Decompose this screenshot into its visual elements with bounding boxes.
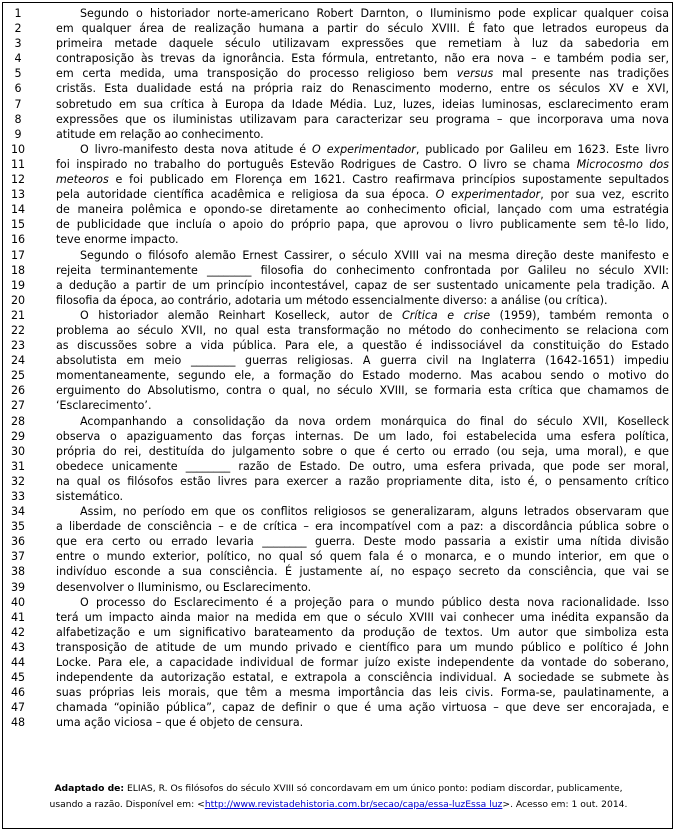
line-text: Acompanhando a consolidação da nova ordem monárquica do final do século XVII, Koselleck xyxy=(80,414,669,428)
text-line xyxy=(7,640,671,655)
line-number: 15 xyxy=(10,218,26,232)
text-line xyxy=(7,595,671,610)
text-line xyxy=(7,81,671,96)
document-frame xyxy=(2,2,673,829)
text-line xyxy=(7,625,671,640)
text-line xyxy=(7,172,671,187)
line-number: 43 xyxy=(10,640,26,654)
line-number: 35 xyxy=(10,520,26,534)
line-text: sistemático. xyxy=(56,490,124,503)
line-text: entre o mundo exterior, político, no qual só quem fala é o monarca, e o mundo interior, em que o xyxy=(56,550,669,564)
line-text: foi inspirado no trabalho do português Estevão Rodrigues de Castro. O livro se chama Microcosmo dos xyxy=(56,157,669,171)
line-number: 5 xyxy=(14,67,22,81)
text-line xyxy=(7,444,671,459)
line-text: transposição de atitude de um mundo privado e científico para um mundo público e político é John xyxy=(56,640,669,654)
line-text: atitude em relação ao conhecimento. xyxy=(56,127,264,141)
line-text: momentaneamente, segundo ele, a formação do Estado moderno. Mas acabou sendo o motivo do xyxy=(56,369,669,383)
line-text: uma ação viciosa – que é objeto de censura. xyxy=(56,716,304,730)
line-number: 22 xyxy=(10,323,26,337)
line-text: alfabetização e um significativo barateamento da produção de textos. Um autor que simboliza esta xyxy=(56,625,669,639)
line-number: 8 xyxy=(14,112,22,126)
line-number: 32 xyxy=(10,474,26,488)
line-text: Assim, no período em que os conflitos religiosos se generalizaram, alguns letrados observaram que xyxy=(80,505,669,519)
line-text: a liberdade de consciência – e de crítica – era incompatível com a paz: a discordância pública sobre o xyxy=(56,520,669,534)
line-number: 36 xyxy=(10,535,26,549)
text-line xyxy=(7,685,671,700)
text-line xyxy=(7,474,671,489)
line-text: obedece unicamente ________ razão de Estado. De outro, uma esfera privada, que pode ser moral, xyxy=(56,459,669,473)
line-text: Locke. Para ele, a capacidade individual de formar juízo existe independente da vontade do soberano, xyxy=(56,656,669,670)
line-number: 31 xyxy=(10,459,26,473)
text-line xyxy=(7,278,671,293)
line-text: Segundo o filósofo alemão Ernest Cassirer, o século XVIII vai na mesma direção deste manifesto e xyxy=(80,248,669,262)
text-line xyxy=(7,700,671,715)
text-line xyxy=(7,263,671,278)
line-number: 9 xyxy=(14,127,22,141)
text-line xyxy=(7,670,671,685)
line-number: 17 xyxy=(10,248,26,262)
text-line xyxy=(7,187,671,202)
line-number: 42 xyxy=(10,625,26,639)
text-line xyxy=(7,112,671,127)
text-line xyxy=(7,202,671,217)
text-line xyxy=(7,564,671,579)
text-line xyxy=(7,308,671,323)
line-number: 45 xyxy=(10,671,26,685)
line-number: 3 xyxy=(14,37,22,51)
line-number: 38 xyxy=(10,565,26,579)
line-number: 13 xyxy=(10,188,26,202)
line-number: 23 xyxy=(10,339,26,353)
text-line xyxy=(7,51,671,66)
text-line xyxy=(7,353,671,368)
line-number: 4 xyxy=(14,52,22,66)
line-number: 25 xyxy=(10,369,26,383)
line-text: cristãs. Esta dualidade está na própria raiz do Renascimento moderno, entre os séculos XV e XVI, xyxy=(56,82,669,96)
text-line xyxy=(7,323,671,338)
text-line xyxy=(7,157,671,172)
line-number: 28 xyxy=(10,414,26,428)
line-text: filosofia da época, ao contrário, adotaria um método essencialmente diverso: a análise (ou crítica). xyxy=(56,293,608,307)
line-text: erguimento do Absolutismo, contra o qual, no século XVIII, se formaria esta crítica que chamamos de xyxy=(56,384,669,398)
source-lead: Adaptado de: xyxy=(54,783,125,794)
line-text: teve enorme impacto. xyxy=(56,233,179,247)
text-line xyxy=(7,368,671,383)
line-number: 7 xyxy=(14,97,22,111)
line-number: 18 xyxy=(10,263,26,277)
line-text: O processo do Esclarecimento é a projeção para o mundo público desta nova racionalidade. Isso xyxy=(80,595,669,609)
source-text-2: usando a razão. Disponível em: < xyxy=(49,799,205,810)
line-text: primeira metade daquele século utilizavam expressões que remetiam à luz da sabedoria em xyxy=(56,37,669,51)
line-number: 12 xyxy=(10,173,26,187)
line-number: 44 xyxy=(10,656,26,670)
line-number: 19 xyxy=(10,278,26,292)
text-line xyxy=(7,580,671,595)
line-text: independente da autorização estatal, e extrapola a consciência individual. A sociedade se submete às xyxy=(56,671,669,685)
line-number: 40 xyxy=(10,595,26,609)
text-line xyxy=(7,338,671,353)
line-number: 41 xyxy=(10,610,26,624)
line-number: 47 xyxy=(10,701,26,715)
line-number: 14 xyxy=(10,203,26,217)
text-line xyxy=(7,142,671,157)
line-number: 21 xyxy=(10,308,26,322)
line-number: 33 xyxy=(10,490,26,503)
text-line xyxy=(7,715,671,730)
line-text: rejeita terminantemente ________ filosofia do conhecimento confrontada por Galileu no século XVII: xyxy=(56,263,669,277)
line-number: 11 xyxy=(10,157,26,171)
text-line xyxy=(7,248,671,263)
line-number: 48 xyxy=(10,716,26,730)
line-number: 46 xyxy=(10,686,26,700)
line-text: suas próprias leis morais, que têm a mesma importância das leis civis. Forma-se, paulatinamente, a xyxy=(56,686,669,700)
text-line xyxy=(7,504,671,519)
line-text: expressões que os iluministas utilizavam para caracterizar seu programa – que incorporava uma nova xyxy=(56,112,669,126)
line-number: 1 xyxy=(14,7,22,20)
line-text: em certa medida, uma transposição do processo religioso bem versus mal presente nas tradições xyxy=(56,67,669,81)
text-line xyxy=(7,549,671,564)
line-number: 26 xyxy=(10,384,26,398)
line-text: problema ao século XVII, no qual esta transformação no método do conhecimento se relaciona com xyxy=(56,323,669,337)
text-line xyxy=(7,429,671,444)
line-text: desenvolver o Iluminismo, ou Esclarecimento. xyxy=(56,580,312,594)
line-number: 6 xyxy=(14,82,22,96)
line-number: 39 xyxy=(10,580,26,594)
text-line xyxy=(7,21,671,36)
source-text-3: >. Acesso em: 1 out. 2014. xyxy=(502,799,628,810)
text-line xyxy=(7,655,671,670)
line-text: meteoros e foi publicado em Florença em 1621. Castro reafirmava princípios supostamente sepultados xyxy=(56,173,669,187)
line-text: própria do rei, destituída do julgamento sobre o que é certo ou errado (ou seja, uma moral), e que xyxy=(56,444,669,458)
text-line xyxy=(7,414,671,429)
line-number: 27 xyxy=(10,399,26,413)
text-line xyxy=(7,217,671,232)
line-text: absolutista em meio ________ guerras religiosas. A guerra civil na Inglaterra (1642-1651) impediu xyxy=(56,354,669,368)
line-text: ‘Esclarecimento’. xyxy=(56,399,152,413)
line-text: contraposição às trevas da ignorância. Esta fórmula, entretanto, não era nova – e também podia ser, xyxy=(56,52,669,66)
text-line xyxy=(7,293,671,308)
line-text: chamada “opinião pública”, capaz de definir o que é uma ação virtuosa – que deve ser encorajada, e xyxy=(56,701,669,715)
line-number: 16 xyxy=(10,233,26,247)
line-text: a dedução a partir de um princípio incontestável, capaz de ser sustentado unicamente pela tradição. A xyxy=(56,278,669,292)
text-line xyxy=(7,66,671,81)
source-citation xyxy=(11,781,666,813)
line-text: observa o apaziguamento das forças internas. De um lado, foi estabelecida uma esfera política, xyxy=(56,429,669,443)
line-number: 2 xyxy=(14,22,22,36)
text-line xyxy=(7,398,671,413)
source-text-1: ELIAS, R. Os filósofos do século XVIII só concordavam em um único ponto: podiam discordar, publicamente, xyxy=(124,783,623,794)
line-text: O historiador alemão Reinhart Koselleck, autor de Crítica e crise (1959), também remonta o xyxy=(80,308,669,322)
text-line xyxy=(7,459,671,474)
line-number: 37 xyxy=(10,550,26,564)
line-text: as discussões sobre a vida pública. Para ele, a questão é indissociável da constituição do Estado xyxy=(56,339,669,353)
line-text: de maneira polêmica e opondo-se diretamente ao conhecimento oficial, lançado com uma estratégia xyxy=(56,203,669,217)
line-text: de publicidade que incluía o apoio do próprio papa, que aprovou o livro publicamente sem tê-lo lido, xyxy=(56,218,669,232)
text-line xyxy=(7,610,671,625)
line-text: que era certo ou errado levaria ________ guerra. Deste modo passaria a existir uma nítida divisão xyxy=(56,535,669,549)
line-number: 34 xyxy=(10,505,26,519)
line-text: na qual os filósofos estão livres para exercer a razão propriamente dita, isto é, o pensamento crítico xyxy=(56,474,669,488)
text-line xyxy=(7,127,671,142)
line-text: indivíduo esconde a sua consciência. É justamente aí, no espaço secreto da consciência, que vai se xyxy=(56,565,669,579)
text-line xyxy=(7,36,671,51)
text-line xyxy=(7,519,671,534)
line-text: terá um impacto ainda maior na medida em que o século XVIII vai conhecer uma inédita expansão da xyxy=(56,610,669,624)
text-line xyxy=(7,232,671,247)
line-text: sobretudo em sua crítica à Europa da Idade Média. Luz, luzes, ideias luminosas, esclarecimento eram xyxy=(56,97,669,111)
text-line xyxy=(7,383,671,398)
line-number: 29 xyxy=(10,429,26,443)
text-line xyxy=(7,489,671,504)
text-lines xyxy=(7,6,671,731)
line-text: pela autoridade científica acadêmica e religiosa da sua época. O experimentador, por sua vez, escrito xyxy=(56,188,669,202)
line-number: 24 xyxy=(10,354,26,368)
source-link[interactable]: http://www.revistadehistoria.com.br/secao/capa/essa-luzEssa luz xyxy=(204,799,503,810)
line-text: O livro-manifesto desta nova atitude é O experimentador, publicado por Galileu em 1623. Este livro xyxy=(80,142,669,156)
line-text: em qualquer área de realização humana a partir do século XVIII. É fato que letrados europeus da xyxy=(56,22,669,36)
line-number: 30 xyxy=(10,444,26,458)
line-text: Segundo o historiador norte-americano Robert Darnton, o Iluminismo pode explicar qualquer coisa xyxy=(80,7,669,20)
line-number: 10 xyxy=(10,142,26,156)
line-number: 20 xyxy=(10,293,26,307)
text-line xyxy=(7,534,671,549)
text-line xyxy=(7,6,671,21)
text-line xyxy=(7,97,671,112)
